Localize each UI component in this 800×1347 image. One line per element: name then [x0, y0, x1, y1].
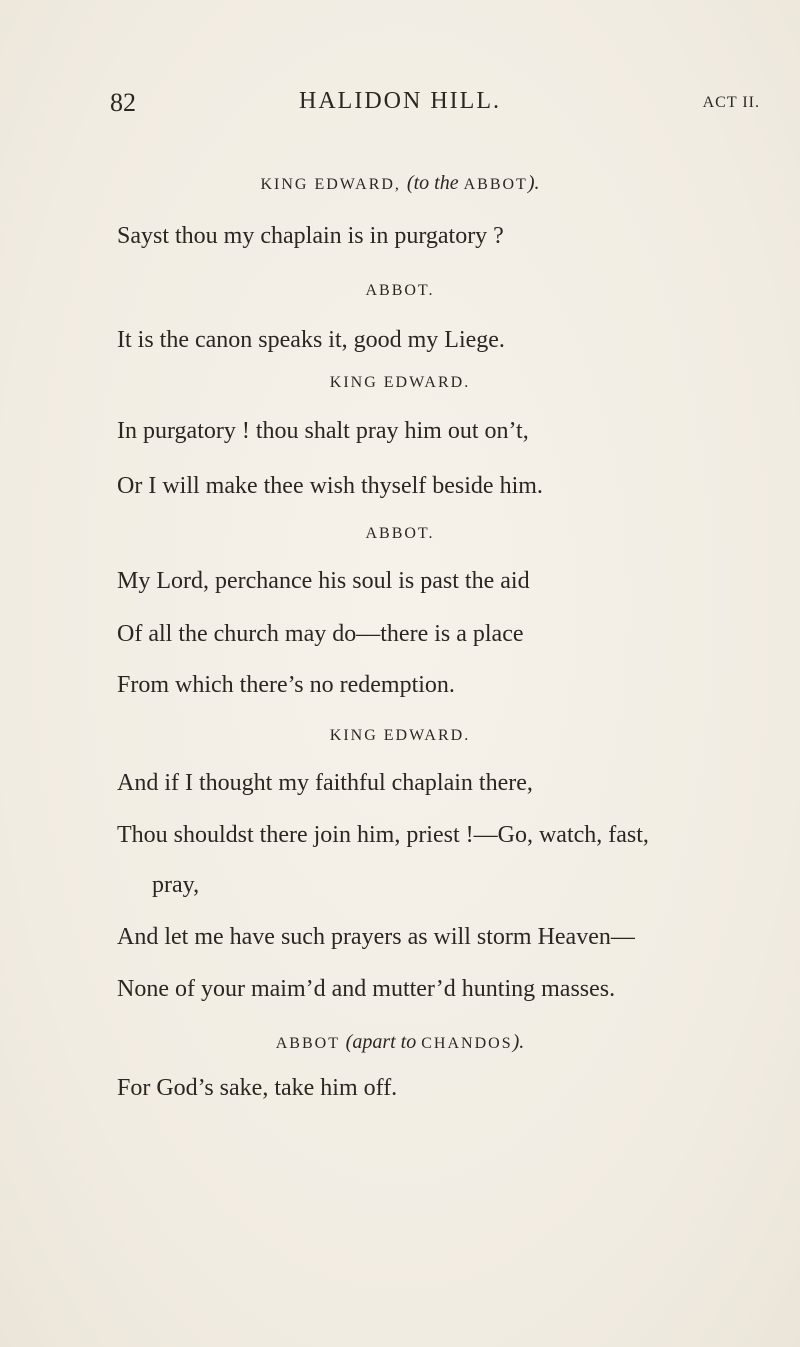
- verse-line-continuation: pray,: [152, 872, 200, 898]
- verse-line: None of your maim’d and mutter’d hunting masses.: [117, 976, 616, 1002]
- speaker-heading: ABBOT.: [365, 282, 435, 299]
- verse-line: And if I thought my faithful chaplain there,: [117, 770, 533, 796]
- speaker-heading: KING EDWARD.: [329, 374, 471, 391]
- speaker-name: KING EDWARD,: [260, 176, 401, 193]
- speaker-heading: ABBOT.: [365, 525, 435, 542]
- running-header: [0, 88, 800, 128]
- stage-direction: (apart to CHANDOS).: [345, 1031, 525, 1053]
- verse-line: It is the canon speaks it, good my Liege.: [117, 327, 505, 353]
- speaker-heading: [0, 1031, 800, 1054]
- verse-line: In purgatory ! thou shalt pray him out on’t,: [117, 418, 529, 444]
- verse-line: Or I will make thee wish thyself beside him.: [117, 473, 543, 499]
- act-label: ACT II.: [702, 94, 760, 111]
- verse-line: Of all the church may do—there is a place: [117, 621, 524, 647]
- page-number: 82: [110, 88, 136, 117]
- stage-direction: (to the ABBOT).: [406, 172, 540, 194]
- verse-line: Thou shouldst there join him, priest !—Go, watch, fast,: [117, 822, 649, 848]
- speaker-heading: KING EDWARD.: [329, 727, 471, 744]
- verse-line: For God’s sake, take him off.: [117, 1075, 398, 1101]
- verse-line: My Lord, perchance his soul is past the aid: [117, 568, 530, 594]
- verse-line: And let me have such prayers as will storm Heaven—: [117, 924, 635, 950]
- verse-line: Sayst thou my chaplain is in purgatory ?: [117, 223, 504, 249]
- running-title: HALIDON HILL.: [299, 88, 501, 114]
- speaker-name: ABBOT: [275, 1035, 340, 1052]
- speaker-heading: [0, 172, 800, 195]
- verse-line: From which there’s no redemption.: [117, 672, 455, 698]
